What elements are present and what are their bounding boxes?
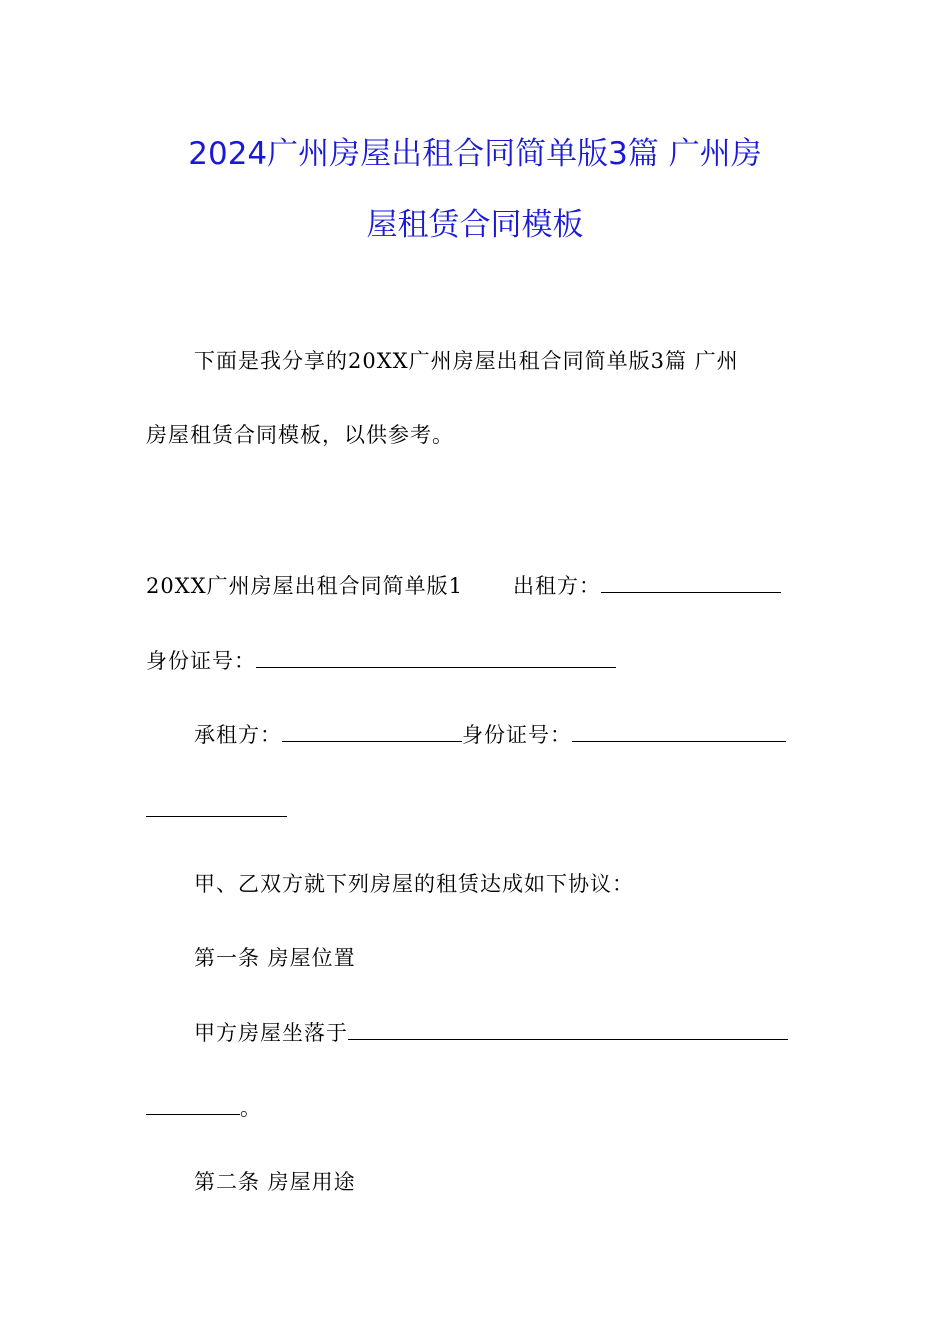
article-1-continuation-row — [146, 1092, 262, 1123]
intro-paragraph-line-2: 房屋租赁合同模板，以供参考。 — [146, 423, 454, 447]
lessor-id-label: 身份证号： — [146, 649, 256, 673]
lessee-id-label: 身份证号： — [462, 723, 572, 747]
article-1-text: 甲方房屋坐落于 — [194, 1021, 348, 1045]
article-1-title: 第一条 房屋位置 — [194, 946, 356, 970]
document-title-line-2: 屋租赁合同模板 — [366, 207, 584, 243]
lessee-label: 承租方： — [194, 723, 282, 747]
lessor-id-blank — [256, 645, 616, 668]
lessee-id-blank — [572, 719, 786, 742]
intro-paragraph-line-1: 下面是我分享的20XX广州房屋出租合同简单版3篇 广州 — [194, 349, 739, 373]
agreement-intro: 甲、乙双方就下列房屋的租赁达成如下协议： — [194, 872, 634, 896]
lessee-id-blank-continued — [146, 794, 287, 817]
lessor-label: 出租方： — [512, 574, 601, 598]
lessee-row — [194, 719, 786, 750]
property-location-blank-continued — [146, 1092, 240, 1115]
lessor-id-row — [146, 645, 616, 676]
document-title-line-1: 2024广州房屋出租合同简单版3篇 广州房 — [188, 136, 762, 172]
contract-heading: 20XX广州房屋出租合同简单版1 — [146, 574, 463, 598]
article-1-row — [194, 1017, 788, 1048]
property-location-blank — [348, 1017, 788, 1040]
lessee-id-continuation-row — [146, 794, 287, 825]
lessor-name-blank — [601, 570, 781, 593]
contract-heading-row — [146, 570, 781, 601]
lessee-name-blank — [282, 719, 462, 742]
article-1-end: 。 — [240, 1096, 262, 1120]
article-2-title: 第二条 房屋用途 — [194, 1170, 356, 1194]
